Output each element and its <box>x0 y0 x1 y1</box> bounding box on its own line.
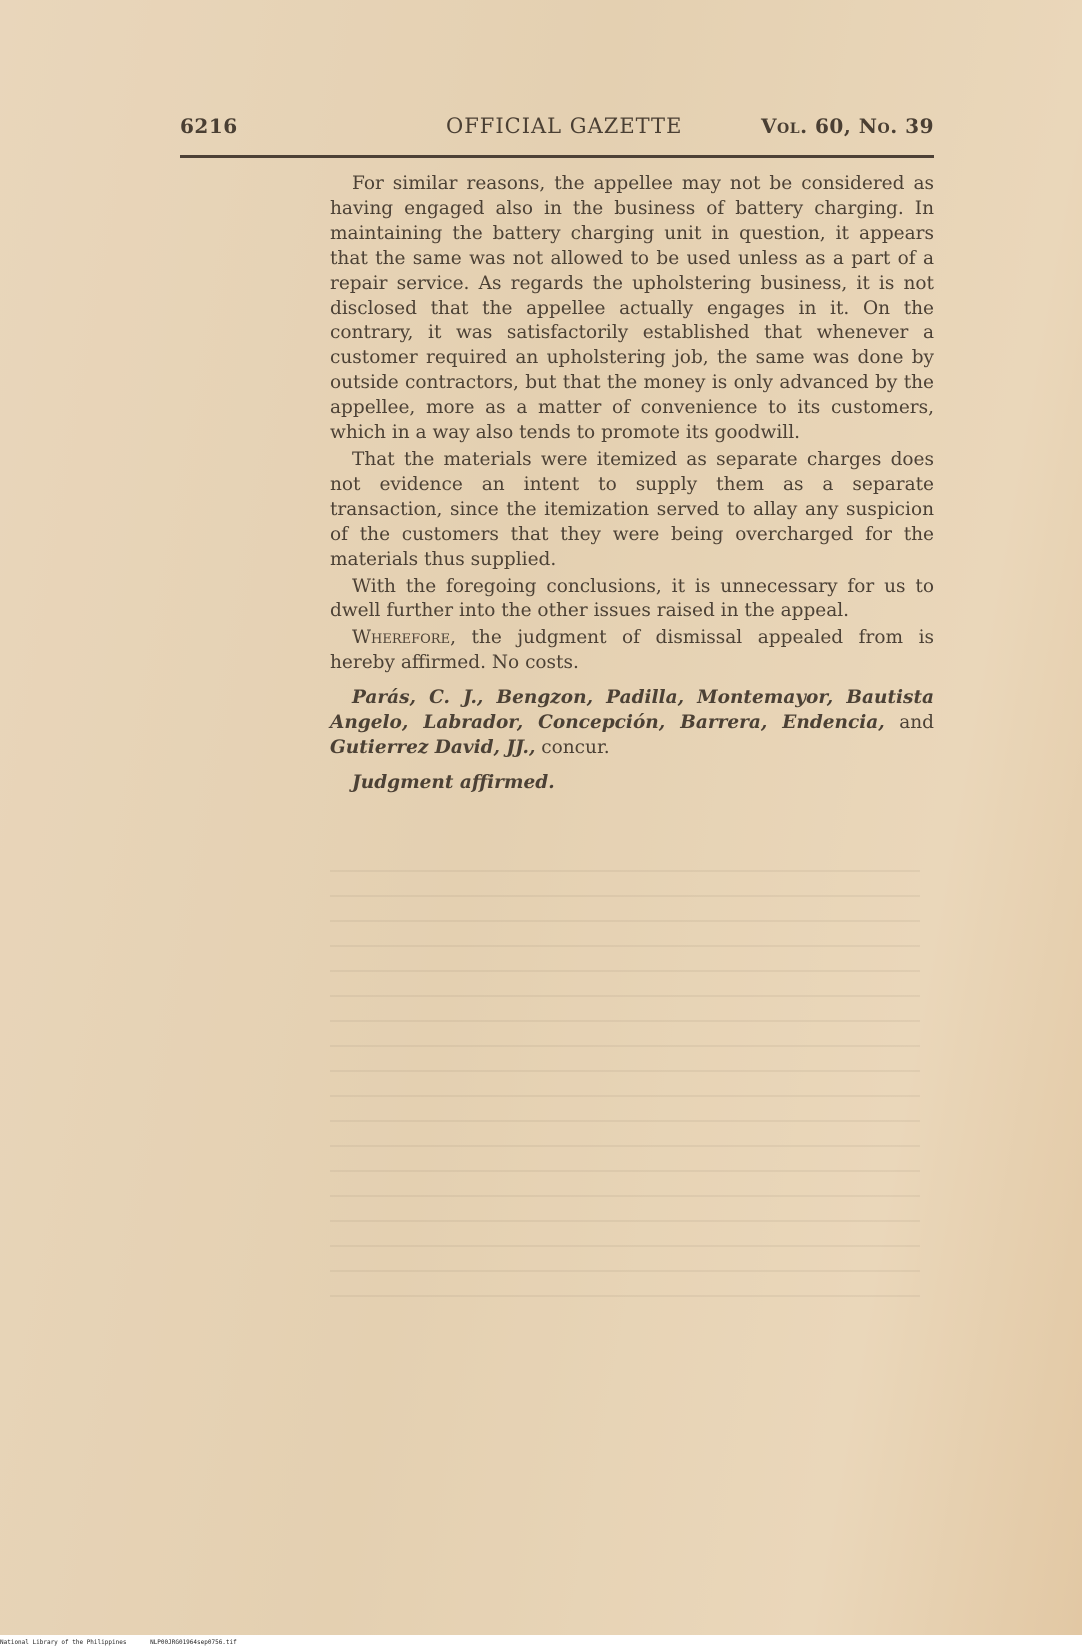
page-header <box>180 114 934 154</box>
footer-library: National Library of the Philippines <box>0 1639 127 1646</box>
paragraph-materials-itemized: That the materials were itemized as separate charges does not evidence an intent to supply them as a separate transaction, since the itemization served to allay any suspicion of the customers that they were being overcharged for the materials thus supplied. <box>330 448 934 570</box>
body-text <box>330 172 934 798</box>
judgment-affirmed: Judgment affirmed. <box>352 771 555 793</box>
justices-last: Gutierrez David, JJ., <box>330 736 536 758</box>
page-number: 6216 <box>180 114 238 138</box>
header-rule <box>180 155 934 158</box>
paragraph-battery-charging: For similar reasons, the appellee may not be considered as having engaged also in the business of battery charging. In maintaining the battery charging unit in question, it appears that the same was not allowed to be used unless as a part of a repair service. As regards the upholstering business, it is not disclosed that the appellee actually engages in it. On the contrary, it was satisfactorily established that whenever a customer required an upholstering job, the same was done by outside contractors, but that the money is only advanced by the appellee, more as a matter of convenience to its customers, which in a way also tends to promote its goodwill. <box>330 173 934 444</box>
wherefore-word: Wherefore <box>352 627 451 649</box>
paragraph-foregoing-conclusions: With the foregoing conclusions, it is unnecessary for us to dwell further into the other issues raised in the appeal. <box>330 575 934 622</box>
scan-footer <box>0 1638 1082 1650</box>
paragraph-concurrence <box>330 686 934 761</box>
publication-title: OFFICIAL GAZETTE <box>446 114 683 138</box>
concur-end: concur. <box>535 736 610 758</box>
justices-names: Parás, C. J., Bengzon, Padilla, Montemayor, Bautista Angelo, Labrador, Concepción, Barrera, Endencia, <box>330 687 934 734</box>
volume-number: Vol. 60, No. 39 <box>761 114 934 138</box>
concur-and: and <box>884 712 934 734</box>
bleed-through-texture <box>330 870 920 1300</box>
wherefore-rest: , the judgment of dismissal appealed from is hereby affirmed. No costs. <box>330 627 934 674</box>
paragraph-wherefore <box>330 626 934 676</box>
footer-file: NLP00JRG01964sep0756.tif <box>150 1639 237 1646</box>
